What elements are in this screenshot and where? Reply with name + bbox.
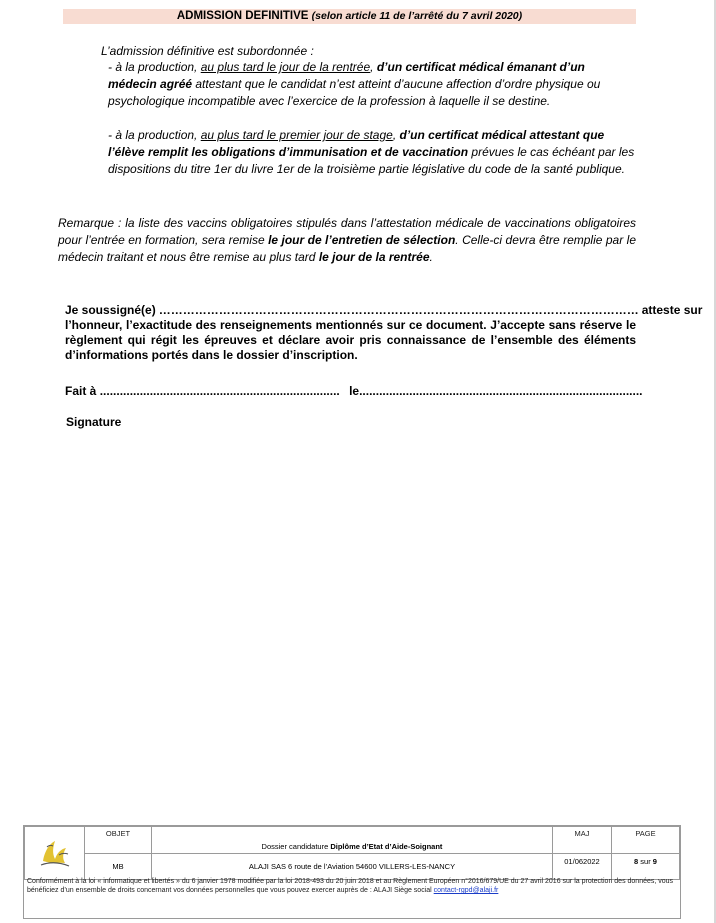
logo-cell xyxy=(25,827,85,880)
document-footer xyxy=(23,825,681,919)
remark-part-3: . xyxy=(429,250,433,264)
page-label-cell xyxy=(612,827,680,854)
legal-notice xyxy=(27,877,677,895)
section-title-text: ADMISSION DEFINITIVE xyxy=(176,10,309,22)
maj-label: MAJ xyxy=(574,829,590,838)
remark-part-2: . Celle-ci devra être remplie par le médecin traitant et nous être remise au plus tard xyxy=(58,233,636,264)
legal-text: Conformément à la loi « informatique et libertés » du 6 janvier 1978 modifiée par la loi 2018-493 du 20 juin 2018 et au Règlement Européen n°2016/679/UE du 27 avril 2016 sur la protection des données, vous bénéficiez d’un ensemble de droits concernant vos données personnelles que vous pouvez exercer auprès de : ALAJI Siège social xyxy=(27,878,674,894)
author-cell xyxy=(85,854,152,880)
requirement-item-2 xyxy=(108,127,636,178)
item1-requirement: d’un certificat médical émanant d’un médecin agréé xyxy=(108,60,585,91)
remark-paragraph xyxy=(58,215,636,266)
date-fill-field[interactable]: ..................................................................................... xyxy=(359,384,643,398)
item2-rest: prévues le cas échéant par les dispositions du titre 1er du livre 1er de la troisième partie législative du code de la santé publique. xyxy=(108,145,635,176)
item1-deadline: au plus tard le jour de la rentrée xyxy=(200,60,371,74)
page-total: 9 xyxy=(652,857,657,866)
item1-prefix: - à la production, xyxy=(108,60,201,74)
declaration-paragraph xyxy=(65,303,703,363)
item1-rest: attestant que le candidat n’est atteint d’aucune affection d’ordre physique ou psychologique incompatible avec l’exercice de la profession à laquelle il se destine. xyxy=(108,77,601,108)
maj-label-cell xyxy=(553,827,612,854)
update-date: 01/062022 xyxy=(564,857,600,866)
place-fill-field[interactable]: ........................................................................ xyxy=(99,384,340,398)
remark-bold-2: le jour de la rentrée xyxy=(318,250,430,264)
objet-diploma: Diplôme d’Etat d’Aide-Soignant xyxy=(330,842,443,851)
rgpd-contact-link[interactable]: contact-rgpd@alaji.fr xyxy=(433,887,499,894)
le-label: le xyxy=(349,384,360,398)
date-cell xyxy=(553,854,612,880)
page-label: PAGE xyxy=(635,829,656,838)
intro-text: L’admission définitive est subordonnée : xyxy=(101,44,314,58)
declaration-first-line xyxy=(65,303,703,318)
place-date-line xyxy=(65,384,643,399)
page-current: 8 xyxy=(634,857,639,866)
declaration-start: Je soussigné(e) xyxy=(65,303,156,317)
item2-deadline: au plus tard le premier jour de stage xyxy=(200,128,393,142)
objet-value-cell xyxy=(152,827,553,854)
page-number-cell xyxy=(612,854,680,880)
remark-bold-1: le jour de l’entretien de sélection xyxy=(268,233,456,247)
remark-part-1: Remarque : la liste des vaccins obligatoires stipulés dans l’attestation médicale de vaccinations obligatoires pour l’entrée en formation, sera remise xyxy=(58,216,636,247)
declaration-rest: l’honneur, l’exactitude des renseignements mentionnés sur ce document. J’accepte sans réserve le règlement qui régit les épreuves et déclare avoir pris connaissance de l’ensemble des éléments d’informations portés dans le dossier d’inscription. xyxy=(65,318,636,362)
page-sep: sur xyxy=(638,857,653,866)
section-title xyxy=(63,9,636,24)
company-address: ALAJI SAS 6 route de l’Aviation 54600 VILLERS-LES-NANCY xyxy=(248,862,456,871)
item1-sep: , xyxy=(370,60,377,74)
objet-label: OBJET xyxy=(105,829,131,838)
name-fill-field[interactable]: ………………………………………………………………………………………………………… xyxy=(158,303,639,317)
objet-prefix: Dossier candidature xyxy=(261,842,331,851)
section-subtitle: (selon article 11 de l’arrêté du 7 avril 2020) xyxy=(311,10,523,22)
item2-requirement: d’un certificat médical attestant que l’élève remplit les obligations d’immunisation et de vaccination xyxy=(108,128,605,159)
item2-sep: , xyxy=(392,128,400,142)
footer-table xyxy=(24,826,680,880)
objet-label-cell xyxy=(85,827,152,854)
requirement-item-1 xyxy=(108,59,636,110)
address-cell xyxy=(152,854,553,880)
declaration-end: atteste sur xyxy=(641,303,703,317)
author-initials: MB xyxy=(112,862,124,871)
fait-label: Fait à xyxy=(65,384,97,398)
signature-label: Signature xyxy=(66,415,122,429)
alaji-logo-icon xyxy=(35,835,75,869)
item2-prefix: - à la production, xyxy=(108,128,201,142)
